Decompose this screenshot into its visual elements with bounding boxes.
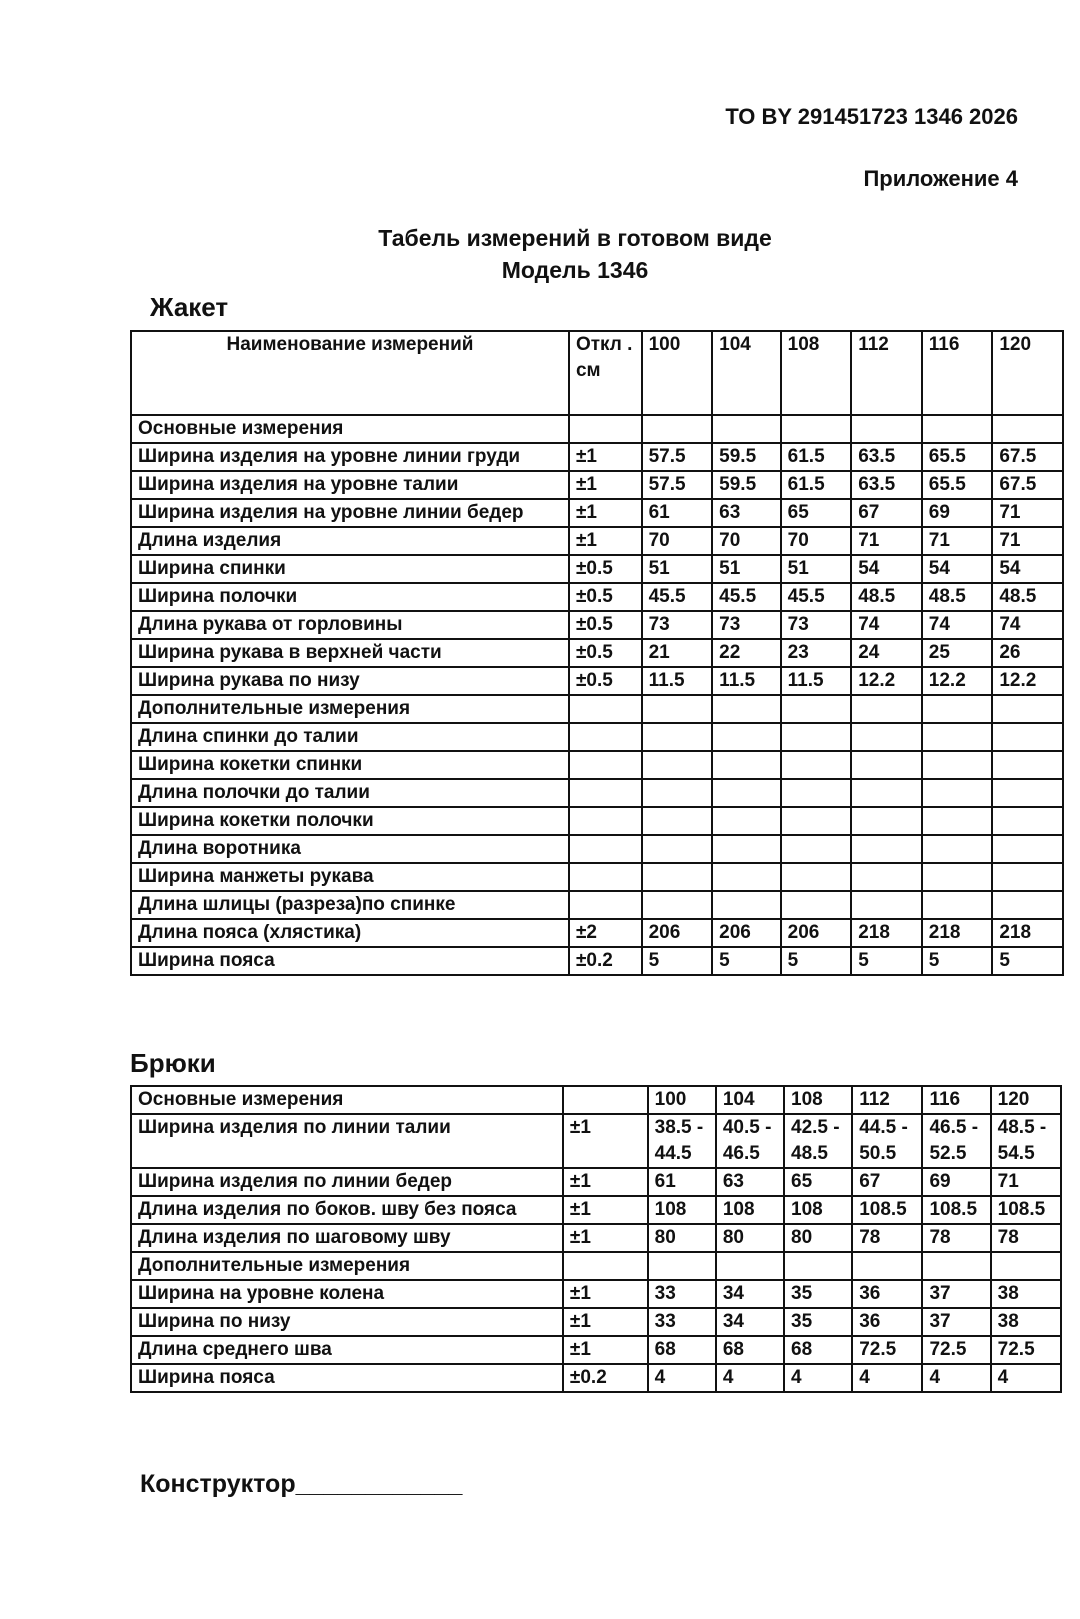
value-cell: 37 xyxy=(922,1280,990,1308)
value-cell: 71 xyxy=(992,499,1063,527)
value-cell: 5 xyxy=(992,947,1063,975)
value-cell: 25 xyxy=(922,639,993,667)
value-cell: 63 xyxy=(712,499,780,527)
value-cell xyxy=(851,891,922,919)
tolerance-cell: ±1 xyxy=(569,471,642,499)
value-cell: 65.5 xyxy=(922,443,993,471)
measurement-name: Ширина манжеты рукава xyxy=(131,863,569,891)
value-cell: 4 xyxy=(784,1364,852,1392)
value-cell: 218 xyxy=(851,919,922,947)
value-cell xyxy=(781,835,852,863)
table-row xyxy=(131,1280,1061,1308)
value-cell: 12.2 xyxy=(992,667,1063,695)
value-cell: 11.5 xyxy=(712,667,780,695)
table-row xyxy=(131,1252,1061,1280)
tolerance-cell: ±1 xyxy=(569,443,642,471)
value-cell xyxy=(922,1252,990,1280)
value-cell: 108 xyxy=(716,1196,784,1224)
table-row xyxy=(131,807,1063,835)
value-cell: 33 xyxy=(648,1280,716,1308)
tolerance-cell: ±1 xyxy=(563,1280,648,1308)
column-header-name: Основные измерения xyxy=(131,1086,563,1114)
value-cell: 69 xyxy=(922,499,993,527)
value-cell: 38.5 - 44.5 xyxy=(648,1114,716,1168)
value-cell: 65 xyxy=(781,499,852,527)
value-cell: 68 xyxy=(648,1336,716,1364)
value-cell xyxy=(851,415,922,443)
measurement-name: Ширина изделия на уровне линии бедер xyxy=(131,499,569,527)
table-row xyxy=(131,639,1063,667)
value-cell: 54 xyxy=(992,555,1063,583)
value-cell: 63.5 xyxy=(851,443,922,471)
table-row xyxy=(131,723,1063,751)
value-cell: 35 xyxy=(784,1280,852,1308)
value-cell: 42.5 - 48.5 xyxy=(784,1114,852,1168)
tolerance-cell: ±1 xyxy=(563,1336,648,1364)
value-cell: 206 xyxy=(781,919,852,947)
value-cell: 70 xyxy=(642,527,713,555)
measurement-name: Ширина изделия на уровне талии xyxy=(131,471,569,499)
table-row xyxy=(131,695,1063,723)
tolerance-cell: ±0.5 xyxy=(569,611,642,639)
column-header-name: Наименование измерений xyxy=(131,331,569,415)
page-title xyxy=(0,222,1080,286)
value-cell: 218 xyxy=(992,919,1063,947)
value-cell: 36 xyxy=(852,1280,922,1308)
title-line-2: Модель 1346 xyxy=(501,257,649,283)
measurement-name: Ширина на уровне колена xyxy=(131,1280,563,1308)
value-cell: 108.5 xyxy=(991,1196,1061,1224)
value-cell: 68 xyxy=(716,1336,784,1364)
value-cell xyxy=(992,835,1063,863)
table-row xyxy=(131,863,1063,891)
column-header-size: 100 xyxy=(648,1086,716,1114)
measurement-name: Длина рукава от горловины xyxy=(131,611,569,639)
value-cell: 80 xyxy=(784,1224,852,1252)
value-cell xyxy=(642,807,713,835)
value-cell: 67.5 xyxy=(992,471,1063,499)
value-cell: 71 xyxy=(851,527,922,555)
tolerance-cell: ±1 xyxy=(563,1308,648,1336)
value-cell xyxy=(781,723,852,751)
value-cell: 74 xyxy=(851,611,922,639)
table-row xyxy=(131,751,1063,779)
column-header-size: 104 xyxy=(712,331,780,415)
value-cell: 5 xyxy=(712,947,780,975)
value-cell: 4 xyxy=(716,1364,784,1392)
value-cell: 48.5 xyxy=(992,583,1063,611)
measurement-name: Ширина кокетки полочки xyxy=(131,807,569,835)
measurement-name: Длина полочки до талии xyxy=(131,779,569,807)
table-row xyxy=(131,1196,1061,1224)
tolerance-cell xyxy=(563,1252,648,1280)
measurement-name: Ширина рукава по низу xyxy=(131,667,569,695)
value-cell: 63.5 xyxy=(851,471,922,499)
tolerance-cell xyxy=(569,779,642,807)
value-cell xyxy=(851,751,922,779)
column-header-size: 112 xyxy=(851,331,922,415)
value-cell: 71 xyxy=(922,527,993,555)
appendix-label: Приложение 4 xyxy=(863,166,1018,191)
measurement-name: Ширина рукава в верхней части xyxy=(131,639,569,667)
value-cell xyxy=(642,779,713,807)
value-cell xyxy=(712,835,780,863)
value-cell xyxy=(852,1252,922,1280)
table-header-row xyxy=(131,1086,1061,1114)
value-cell xyxy=(991,1252,1061,1280)
table-row xyxy=(131,471,1063,499)
value-cell: 72.5 xyxy=(991,1336,1061,1364)
tolerance-cell xyxy=(569,751,642,779)
value-cell: 80 xyxy=(648,1224,716,1252)
value-cell xyxy=(851,723,922,751)
value-cell xyxy=(781,807,852,835)
section-title-pants: Брюки xyxy=(130,1048,216,1078)
value-cell xyxy=(642,723,713,751)
tolerance-cell xyxy=(569,415,642,443)
value-cell: 12.2 xyxy=(851,667,922,695)
measurement-name: Ширина изделия по линии талии xyxy=(131,1114,563,1168)
value-cell: 34 xyxy=(716,1308,784,1336)
value-cell xyxy=(642,415,713,443)
value-cell: 5 xyxy=(922,947,993,975)
value-cell: 72.5 xyxy=(922,1336,990,1364)
tolerance-cell: ±1 xyxy=(563,1168,648,1196)
measurement-name: Ширина кокетки спинки xyxy=(131,751,569,779)
value-cell: 67.5 xyxy=(992,443,1063,471)
value-cell xyxy=(851,779,922,807)
value-cell: 61.5 xyxy=(781,471,852,499)
column-header-size: 108 xyxy=(784,1086,852,1114)
column-header-size: 100 xyxy=(642,331,713,415)
value-cell xyxy=(922,723,993,751)
value-cell xyxy=(992,891,1063,919)
value-cell: 46.5 - 52.5 xyxy=(922,1114,990,1168)
value-cell: 74 xyxy=(992,611,1063,639)
value-cell xyxy=(642,863,713,891)
table-header-row xyxy=(131,331,1063,415)
tolerance-cell: ±1 xyxy=(563,1224,648,1252)
value-cell: 11.5 xyxy=(781,667,852,695)
value-cell xyxy=(781,695,852,723)
table-row xyxy=(131,555,1063,583)
value-cell xyxy=(781,415,852,443)
value-cell: 71 xyxy=(991,1168,1061,1196)
value-cell: 5 xyxy=(851,947,922,975)
value-cell: 22 xyxy=(712,639,780,667)
value-cell xyxy=(642,891,713,919)
value-cell: 78 xyxy=(852,1224,922,1252)
value-cell: 108.5 xyxy=(852,1196,922,1224)
value-cell xyxy=(922,891,993,919)
measurement-name: Ширина изделия на уровне линии груди xyxy=(131,443,569,471)
value-cell xyxy=(712,891,780,919)
value-cell: 36 xyxy=(852,1308,922,1336)
value-cell xyxy=(922,779,993,807)
value-cell: 21 xyxy=(642,639,713,667)
value-cell: 61.5 xyxy=(781,443,852,471)
value-cell: 11.5 xyxy=(642,667,713,695)
tolerance-cell xyxy=(569,891,642,919)
tolerance-cell xyxy=(569,807,642,835)
table-row xyxy=(131,527,1063,555)
value-cell: 74 xyxy=(922,611,993,639)
measurement-name: Ширина по низу xyxy=(131,1308,563,1336)
value-cell: 73 xyxy=(712,611,780,639)
value-cell xyxy=(781,863,852,891)
value-cell xyxy=(781,779,852,807)
value-cell xyxy=(781,751,852,779)
value-cell: 38 xyxy=(991,1308,1061,1336)
tolerance-cell: ±0.5 xyxy=(569,639,642,667)
value-cell: 23 xyxy=(781,639,852,667)
value-cell: 12.2 xyxy=(922,667,993,695)
tolerance-cell: ±1 xyxy=(569,527,642,555)
value-cell xyxy=(851,807,922,835)
value-cell xyxy=(992,695,1063,723)
tolerance-cell xyxy=(569,723,642,751)
pants-measurements-table xyxy=(130,1085,1062,1393)
table-row xyxy=(131,1364,1061,1392)
value-cell: 80 xyxy=(716,1224,784,1252)
table-row xyxy=(131,583,1063,611)
table-row xyxy=(131,611,1063,639)
value-cell: 61 xyxy=(648,1168,716,1196)
column-header-size: 116 xyxy=(922,1086,990,1114)
value-cell xyxy=(922,695,993,723)
value-cell: 71 xyxy=(992,527,1063,555)
measurement-name: Дополнительные измерения xyxy=(131,1252,563,1280)
table-row xyxy=(131,1168,1061,1196)
value-cell xyxy=(851,863,922,891)
value-cell xyxy=(992,779,1063,807)
value-cell xyxy=(642,751,713,779)
measurement-name: Основные измерения xyxy=(131,415,569,443)
value-cell: 4 xyxy=(922,1364,990,1392)
measurement-name: Ширина пояса xyxy=(131,947,569,975)
designer-signature-line: Конструктор____________ xyxy=(140,1470,463,1498)
value-cell: 44.5 - 50.5 xyxy=(852,1114,922,1168)
value-cell xyxy=(851,835,922,863)
section-title-jacket: Жакет xyxy=(150,292,229,322)
value-cell: 70 xyxy=(781,527,852,555)
value-cell xyxy=(712,807,780,835)
value-cell: 70 xyxy=(712,527,780,555)
value-cell: 218 xyxy=(922,919,993,947)
title-line-1: Табель измерений в готовом виде xyxy=(378,225,772,251)
value-cell: 59.5 xyxy=(712,471,780,499)
value-cell: 108 xyxy=(648,1196,716,1224)
table-row xyxy=(131,779,1063,807)
value-cell: 108.5 xyxy=(922,1196,990,1224)
value-cell xyxy=(922,807,993,835)
value-cell: 4 xyxy=(648,1364,716,1392)
value-cell: 73 xyxy=(781,611,852,639)
value-cell xyxy=(784,1252,852,1280)
measurement-name: Длина изделия по боков. шву без пояса xyxy=(131,1196,563,1224)
table-row xyxy=(131,919,1063,947)
measurement-name: Длина пояса (хлястика) xyxy=(131,919,569,947)
measurement-name: Длина воротника xyxy=(131,835,569,863)
value-cell xyxy=(922,415,993,443)
value-cell xyxy=(716,1252,784,1280)
value-cell: 59.5 xyxy=(712,443,780,471)
value-cell: 48.5 - 54.5 xyxy=(991,1114,1061,1168)
value-cell xyxy=(648,1252,716,1280)
value-cell xyxy=(781,891,852,919)
table-row xyxy=(131,443,1063,471)
value-cell xyxy=(712,723,780,751)
value-cell: 51 xyxy=(781,555,852,583)
table-row xyxy=(131,1224,1061,1252)
table-row xyxy=(131,667,1063,695)
value-cell: 33 xyxy=(648,1308,716,1336)
value-cell: 38 xyxy=(991,1280,1061,1308)
column-header-size: 104 xyxy=(716,1086,784,1114)
value-cell: 69 xyxy=(922,1168,990,1196)
value-cell: 4 xyxy=(991,1364,1061,1392)
tolerance-cell: ±2 xyxy=(569,919,642,947)
measurement-name: Длина спинки до талии xyxy=(131,723,569,751)
table-row xyxy=(131,1336,1061,1364)
value-cell xyxy=(642,695,713,723)
value-cell: 57.5 xyxy=(642,471,713,499)
measurement-name: Ширина изделия по линии бедер xyxy=(131,1168,563,1196)
column-header-tolerance: Откл . см xyxy=(569,331,642,415)
value-cell: 35 xyxy=(784,1308,852,1336)
value-cell xyxy=(992,751,1063,779)
column-header-size: 120 xyxy=(991,1086,1061,1114)
value-cell xyxy=(712,751,780,779)
value-cell: 67 xyxy=(852,1168,922,1196)
column-header-size: 120 xyxy=(992,331,1063,415)
table-row xyxy=(131,499,1063,527)
value-cell: 65 xyxy=(784,1168,852,1196)
value-cell: 108 xyxy=(784,1196,852,1224)
table-row xyxy=(131,1308,1061,1336)
value-cell xyxy=(992,723,1063,751)
tolerance-cell: ±0.2 xyxy=(563,1364,648,1392)
measurement-name: Ширина спинки xyxy=(131,555,569,583)
value-cell xyxy=(712,863,780,891)
value-cell xyxy=(851,695,922,723)
value-cell: 5 xyxy=(781,947,852,975)
value-cell: 57.5 xyxy=(642,443,713,471)
tolerance-cell xyxy=(569,863,642,891)
value-cell: 206 xyxy=(712,919,780,947)
tolerance-cell: ±1 xyxy=(563,1196,648,1224)
value-cell: 78 xyxy=(922,1224,990,1252)
column-header-tolerance xyxy=(563,1086,648,1114)
value-cell: 45.5 xyxy=(712,583,780,611)
value-cell: 72.5 xyxy=(852,1336,922,1364)
tolerance-cell: ±0.5 xyxy=(569,667,642,695)
value-cell: 63 xyxy=(716,1168,784,1196)
value-cell: 45.5 xyxy=(642,583,713,611)
table-row xyxy=(131,891,1063,919)
value-cell: 5 xyxy=(642,947,713,975)
value-cell: 45.5 xyxy=(781,583,852,611)
value-cell: 37 xyxy=(922,1308,990,1336)
value-cell: 51 xyxy=(712,555,780,583)
value-cell: 68 xyxy=(784,1336,852,1364)
value-cell xyxy=(712,779,780,807)
column-header-size: 108 xyxy=(781,331,852,415)
value-cell: 51 xyxy=(642,555,713,583)
column-header-size: 112 xyxy=(852,1086,922,1114)
table-row xyxy=(131,835,1063,863)
value-cell: 24 xyxy=(851,639,922,667)
value-cell: 206 xyxy=(642,919,713,947)
tolerance-cell: ±1 xyxy=(569,499,642,527)
tolerance-cell: ±0.2 xyxy=(569,947,642,975)
value-cell xyxy=(992,415,1063,443)
table-row xyxy=(131,1114,1061,1168)
value-cell: 48.5 xyxy=(922,583,993,611)
value-cell: 78 xyxy=(991,1224,1061,1252)
value-cell: 65.5 xyxy=(922,471,993,499)
value-cell xyxy=(642,835,713,863)
value-cell xyxy=(922,863,993,891)
value-cell xyxy=(922,751,993,779)
value-cell: 48.5 xyxy=(851,583,922,611)
value-cell: 54 xyxy=(922,555,993,583)
value-cell xyxy=(712,695,780,723)
measurement-name: Длина среднего шва xyxy=(131,1336,563,1364)
value-cell xyxy=(712,415,780,443)
tolerance-cell xyxy=(569,835,642,863)
table-row xyxy=(131,947,1063,975)
tolerance-cell xyxy=(569,695,642,723)
value-cell xyxy=(992,863,1063,891)
measurement-name: Дополнительные измерения xyxy=(131,695,569,723)
value-cell: 61 xyxy=(642,499,713,527)
tolerance-cell: ±0.5 xyxy=(569,583,642,611)
value-cell: 34 xyxy=(716,1280,784,1308)
value-cell: 67 xyxy=(851,499,922,527)
measurement-name: Длина изделия по шаговому шву xyxy=(131,1224,563,1252)
value-cell: 26 xyxy=(992,639,1063,667)
value-cell: 54 xyxy=(851,555,922,583)
column-header-size: 116 xyxy=(922,331,993,415)
value-cell: 4 xyxy=(852,1364,922,1392)
measurement-name: Ширина полочки xyxy=(131,583,569,611)
document-code: ТО BY 291451723 1346 2026 xyxy=(725,104,1018,129)
table-row xyxy=(131,415,1063,443)
tolerance-cell: ±0.5 xyxy=(569,555,642,583)
measurement-name: Ширина пояса xyxy=(131,1364,563,1392)
tolerance-cell: ±1 xyxy=(563,1114,648,1168)
value-cell xyxy=(922,835,993,863)
value-cell: 40.5 - 46.5 xyxy=(716,1114,784,1168)
measurement-name: Длина шлицы (разреза)по спинке xyxy=(131,891,569,919)
value-cell xyxy=(992,807,1063,835)
jacket-measurements-table xyxy=(130,330,1064,976)
measurement-name: Длина изделия xyxy=(131,527,569,555)
value-cell: 73 xyxy=(642,611,713,639)
